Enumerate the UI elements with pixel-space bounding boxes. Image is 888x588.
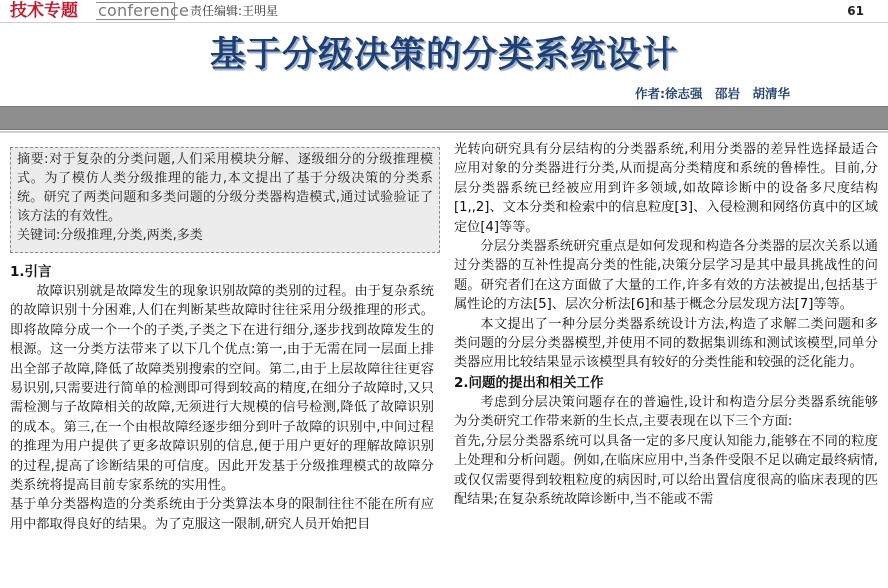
right-paragraph-5: 首先,分层分类器系统可以具备一定的多尺度认知能力,能够在不同的粒度上处理和分析问题。例如,在临床应用中,当条件受限不足以确定最终病情,或仅仅需要得到较粗粒度的病因时,可以给出置信度很高的临床表现的匹配结果;在复杂系统故障诊断中,当不能或不需 <box>454 433 878 507</box>
abstract-text: 摘要:对于复杂的分类问题,人们采用模块分解、逐级细分的分级推理模式。为了模仿人类分级推理的能力,本文提出了基于分级决策的分类系统。研究了两类问题和多类问题的分级分类器构造模式,通过试验验证了该方法的有效性。 <box>17 152 433 224</box>
editor-credit: 责任编辑:王明星 <box>190 4 279 18</box>
left-column <box>10 262 434 534</box>
right-paragraph-4: 考虑到分层决策问题存在的普遍性,设计和构造分层分类器系统能够为分类研究工作带来新的生长点,主要表现在以下三个方面: <box>454 394 878 430</box>
page-number: 61 <box>847 4 864 18</box>
header-divider <box>0 22 888 23</box>
title-band <box>0 106 888 130</box>
section-1-heading: 1.引言 <box>10 264 52 280</box>
keywords-text: 关键词:分级推理,分类,两类,多类 <box>17 228 203 243</box>
article-title: 基于分级决策的分类系统设计 <box>209 35 678 75</box>
right-paragraph-2: 分层分类器系统研究重点是如何发现和构造各分类器的层次关系以通过分类器的互补性提高分类的性能,决策分层学习是其中最具挑战性的问题。研究者们在这方面做了大量的工作,许多有效的方法被提出,包括基于属性论的方法[5]、层次分析法[6]和基于概念分层发现方法[7]等等。 <box>454 239 878 313</box>
abstract-box <box>10 147 440 253</box>
left-paragraph-1: 故障识别就是故障发生的现象识别故障的类别的过程。由于复杂系统的故障识别十分困难,人们在判断某些故障时往往采用分级推理的形式。即将故障分成一个一个的子类,子类之下在进行细分,逐步找到故障发生的根源。这一分类方法带来了以下几个优点:第一,由于无需在同一层面上排出全部子故障,降低了故障类别搜索的空间。第二,由于上层故障往往更容易识别,只需要进行简单的检测即可得到较高的精度,在细分子故障时,又只需检测与子故障相关的故障,无须进行大规模的信号检测,降低了故障识别的成本。第三,在一个由根故障经逐步细分到叶子故障的识别中,中间过程的推理为用户提供了更多故障识别的信息,便于用户更好的理解故障识别的过程,提高了诊断结果的可信度。因此开发基于分级推理模式的故障分类系统将提高目前专家系统的实用性。 <box>10 284 434 494</box>
right-paragraph-1: 光转向研究具有分层结构的分类器系统,利用分类器的差异性选择最适合应用对象的分类器进行分类,从而提高分类精度和系统的鲁棒性。目前,分层分类器系统已经被应用到许多领域,如故障诊断中的设备多尺度结构[1,,2]、文本分类和检索中的信息粒度[3]、入侵检测和网络仿真中的区域定位[4]等等。 <box>454 142 878 235</box>
page-header <box>0 0 888 22</box>
right-paragraph-3: 本文提出了一种分层分类器系统设计方法,构造了求解二类问题和多类问题的分层分类器模型,并使用不同的数据集训练和测试该模型,同单分类器应用比较结果显示该模型具有较好的分类性能和较强的泛化能力。 <box>454 316 878 371</box>
article-authors: 作者:徐志强 邵岩 胡清华 <box>635 86 790 101</box>
journal-brand: 技术专题 <box>10 1 78 21</box>
journal-brand-sub: conference <box>98 1 190 20</box>
left-paragraph-2: 基于单分类器构造的分类系统由于分类算法本身的限制往往不能在所有应用中都取得良好的结果。为了克服这一限制,研究人员开始把目 <box>10 497 434 532</box>
title-band-line <box>0 131 888 133</box>
section-2-heading: 2.问题的提出和相关工作 <box>454 374 604 391</box>
right-column <box>454 140 878 509</box>
